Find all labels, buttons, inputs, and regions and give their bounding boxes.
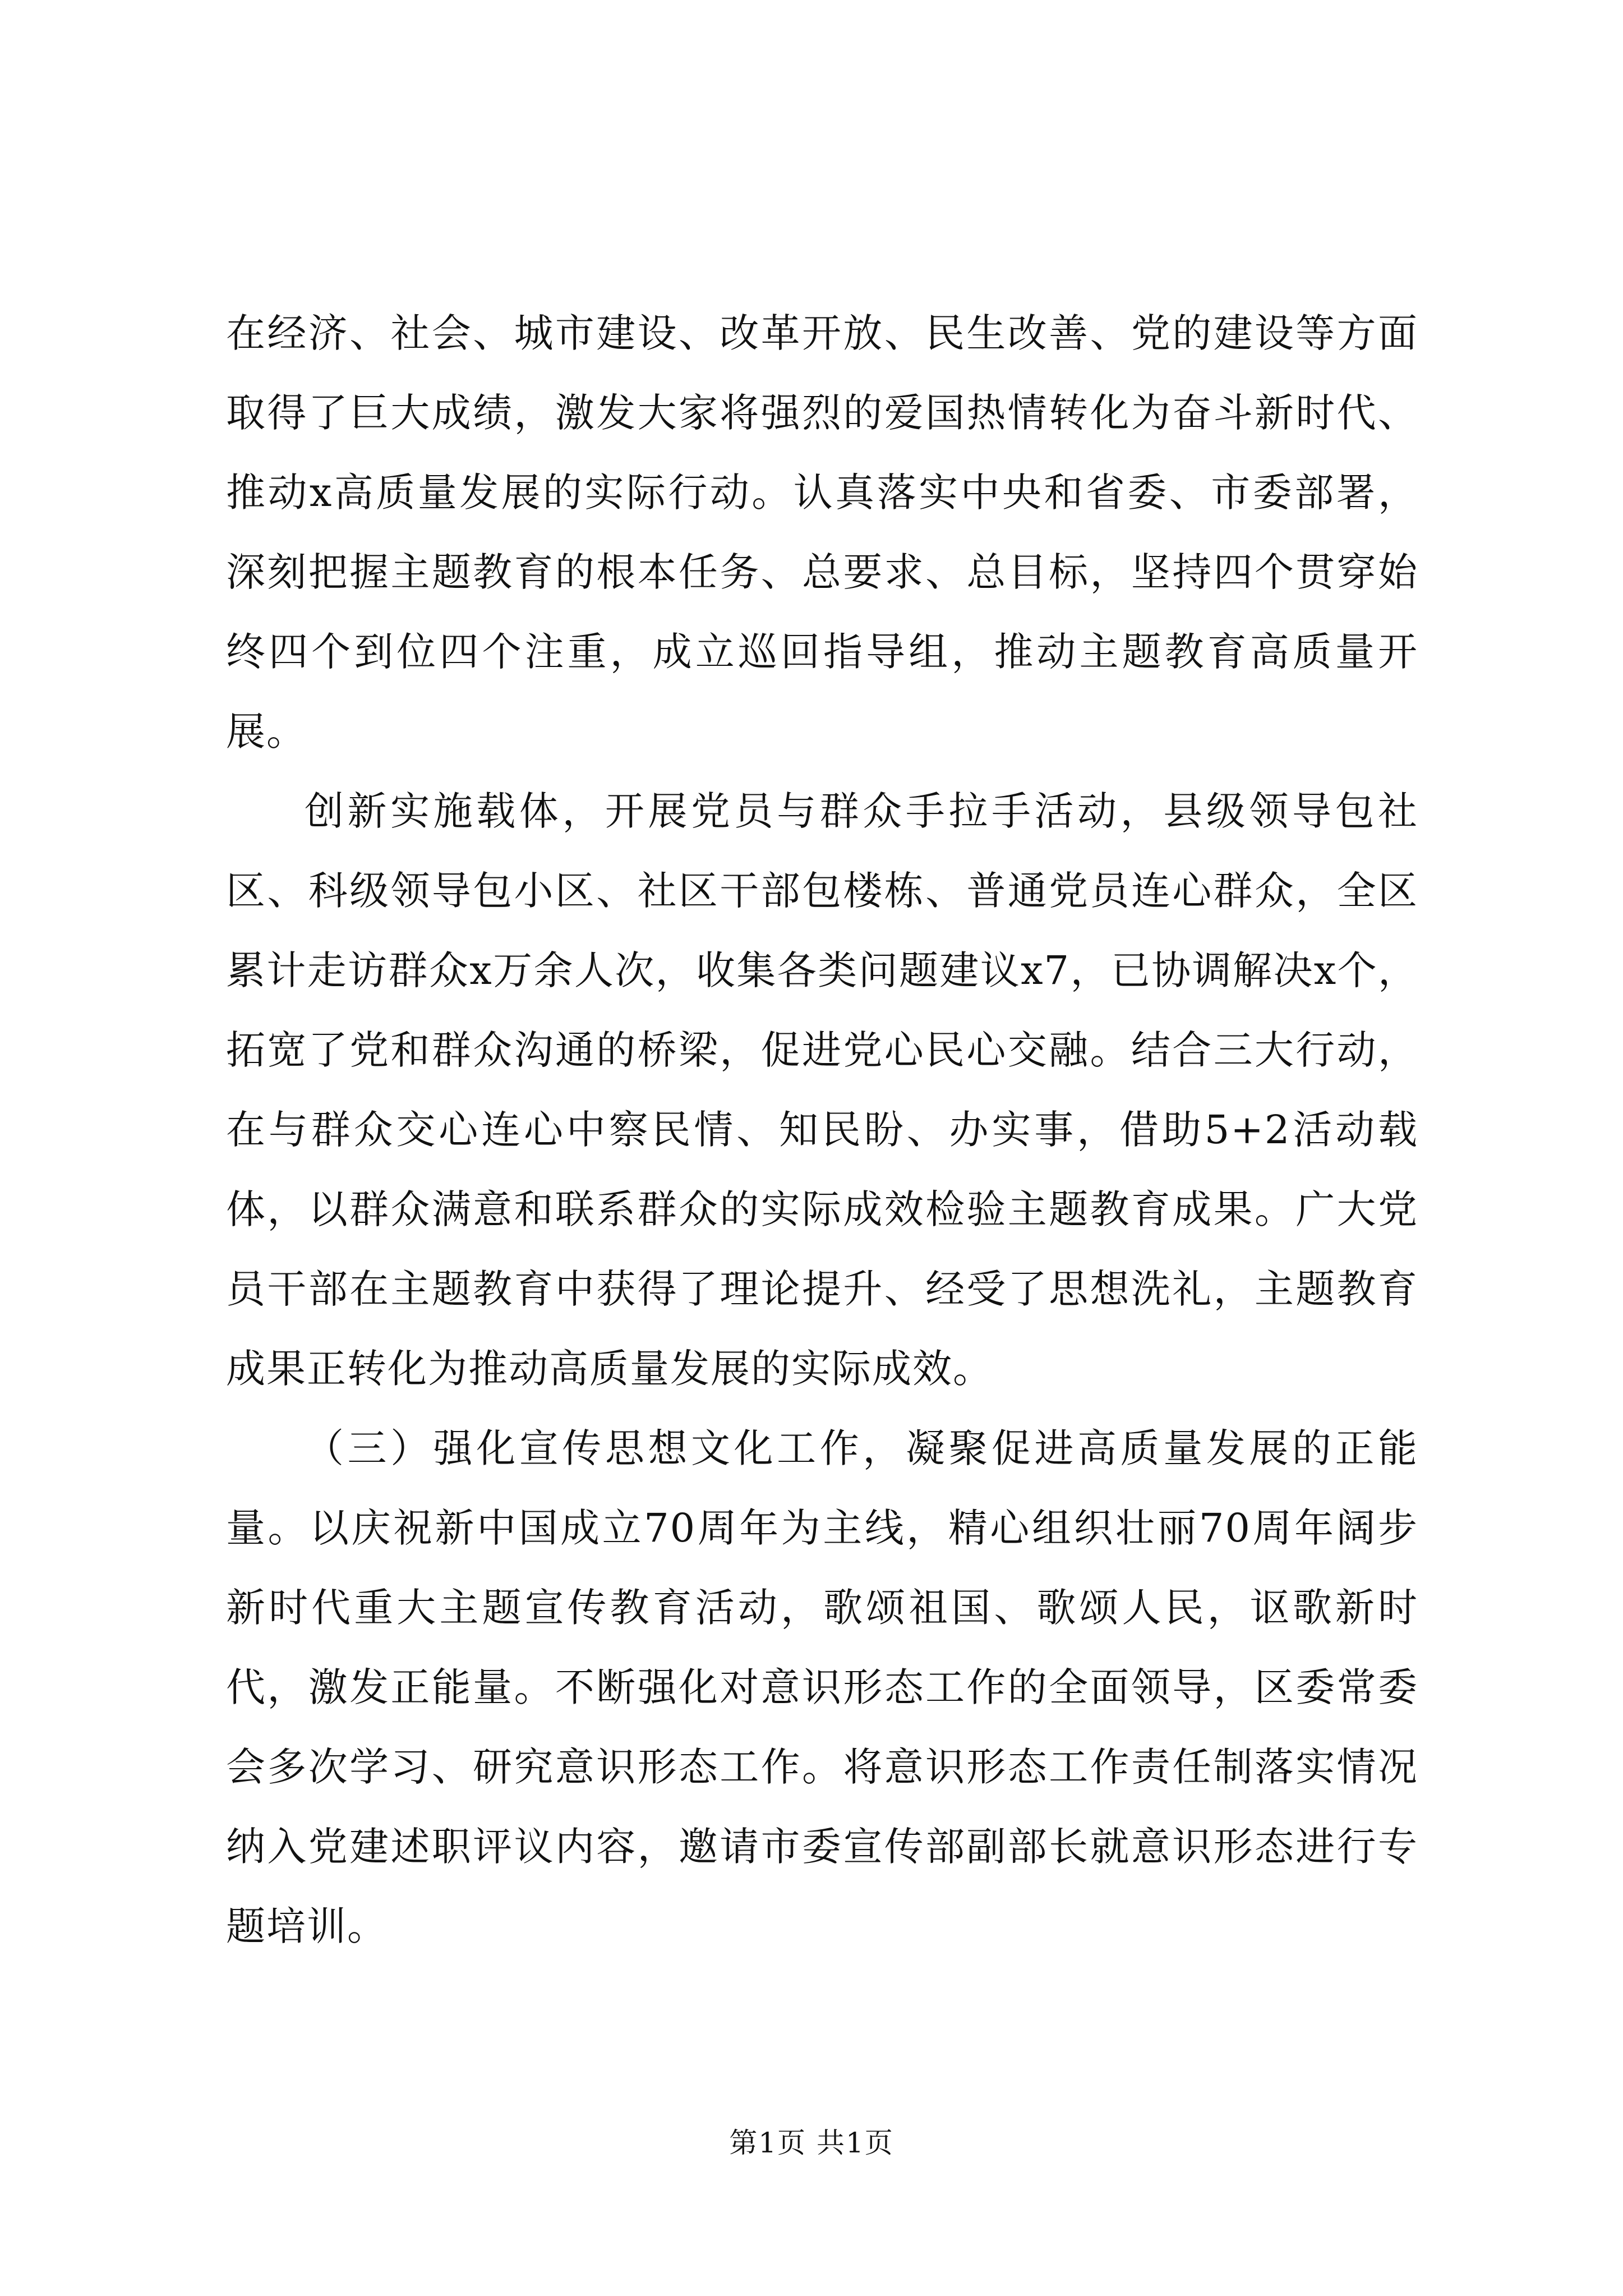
paragraph-2: 创新实施载体，开展党员与群众手拉手活动，县级领导包社区、科级领导包小区、社区干部包楼栋、普通党员连心群众，全区累计走访群众x万余人次，收集各类问题建议x7，已协调解决x个，拓宽了党和群众沟通的桥梁，促进党心民心交融。结合三大行动，在与群众交心连心中察民情、知民盼、办实事，借助5+2活动载体，以群众满意和联系群众的实际成效检验主题教育成果。广大党员干部在主题教育中获得了理论提升、经受了思想洗礼，主题教育成果正转化为推动高质量发展的实际成效。 xyxy=(226,788,1418,1392)
document-body xyxy=(226,293,1418,1966)
paragraph-1: 在经济、社会、城市建设、改革开放、民生改善、党的建设等方面取得了巨大成绩，激发大家将强烈的爱国热情转化为奋斗新时代、推动x高质量发展的实际行动。认真落实中央和省委、市委部署，深刻把握主题教育的根本任务、总要求、总目标，坚持四个贯穿始终四个到位四个注重，成立巡回指导组，推动主题教育高质量开展。 xyxy=(226,310,1418,754)
page-footer: 第1页 共1页 xyxy=(729,2127,894,2159)
paragraph-3: （三）强化宣传思想文化工作，凝聚促进高质量发展的正能量。以庆祝新中国成立70周年为主线，精心组织壮丽70周年阔步新时代重大主题宣传教育活动，歌颂祖国、歌颂人民，讴歌新时代，激发正能量。不断强化对意识形态工作的全面领导，区委常委会多次学习、研究意识形态工作。将意识形态工作责任制落实情况纳入党建述职评议内容，邀请市委宣传部副部长就意识形态进行专题培训。 xyxy=(226,1425,1418,1949)
